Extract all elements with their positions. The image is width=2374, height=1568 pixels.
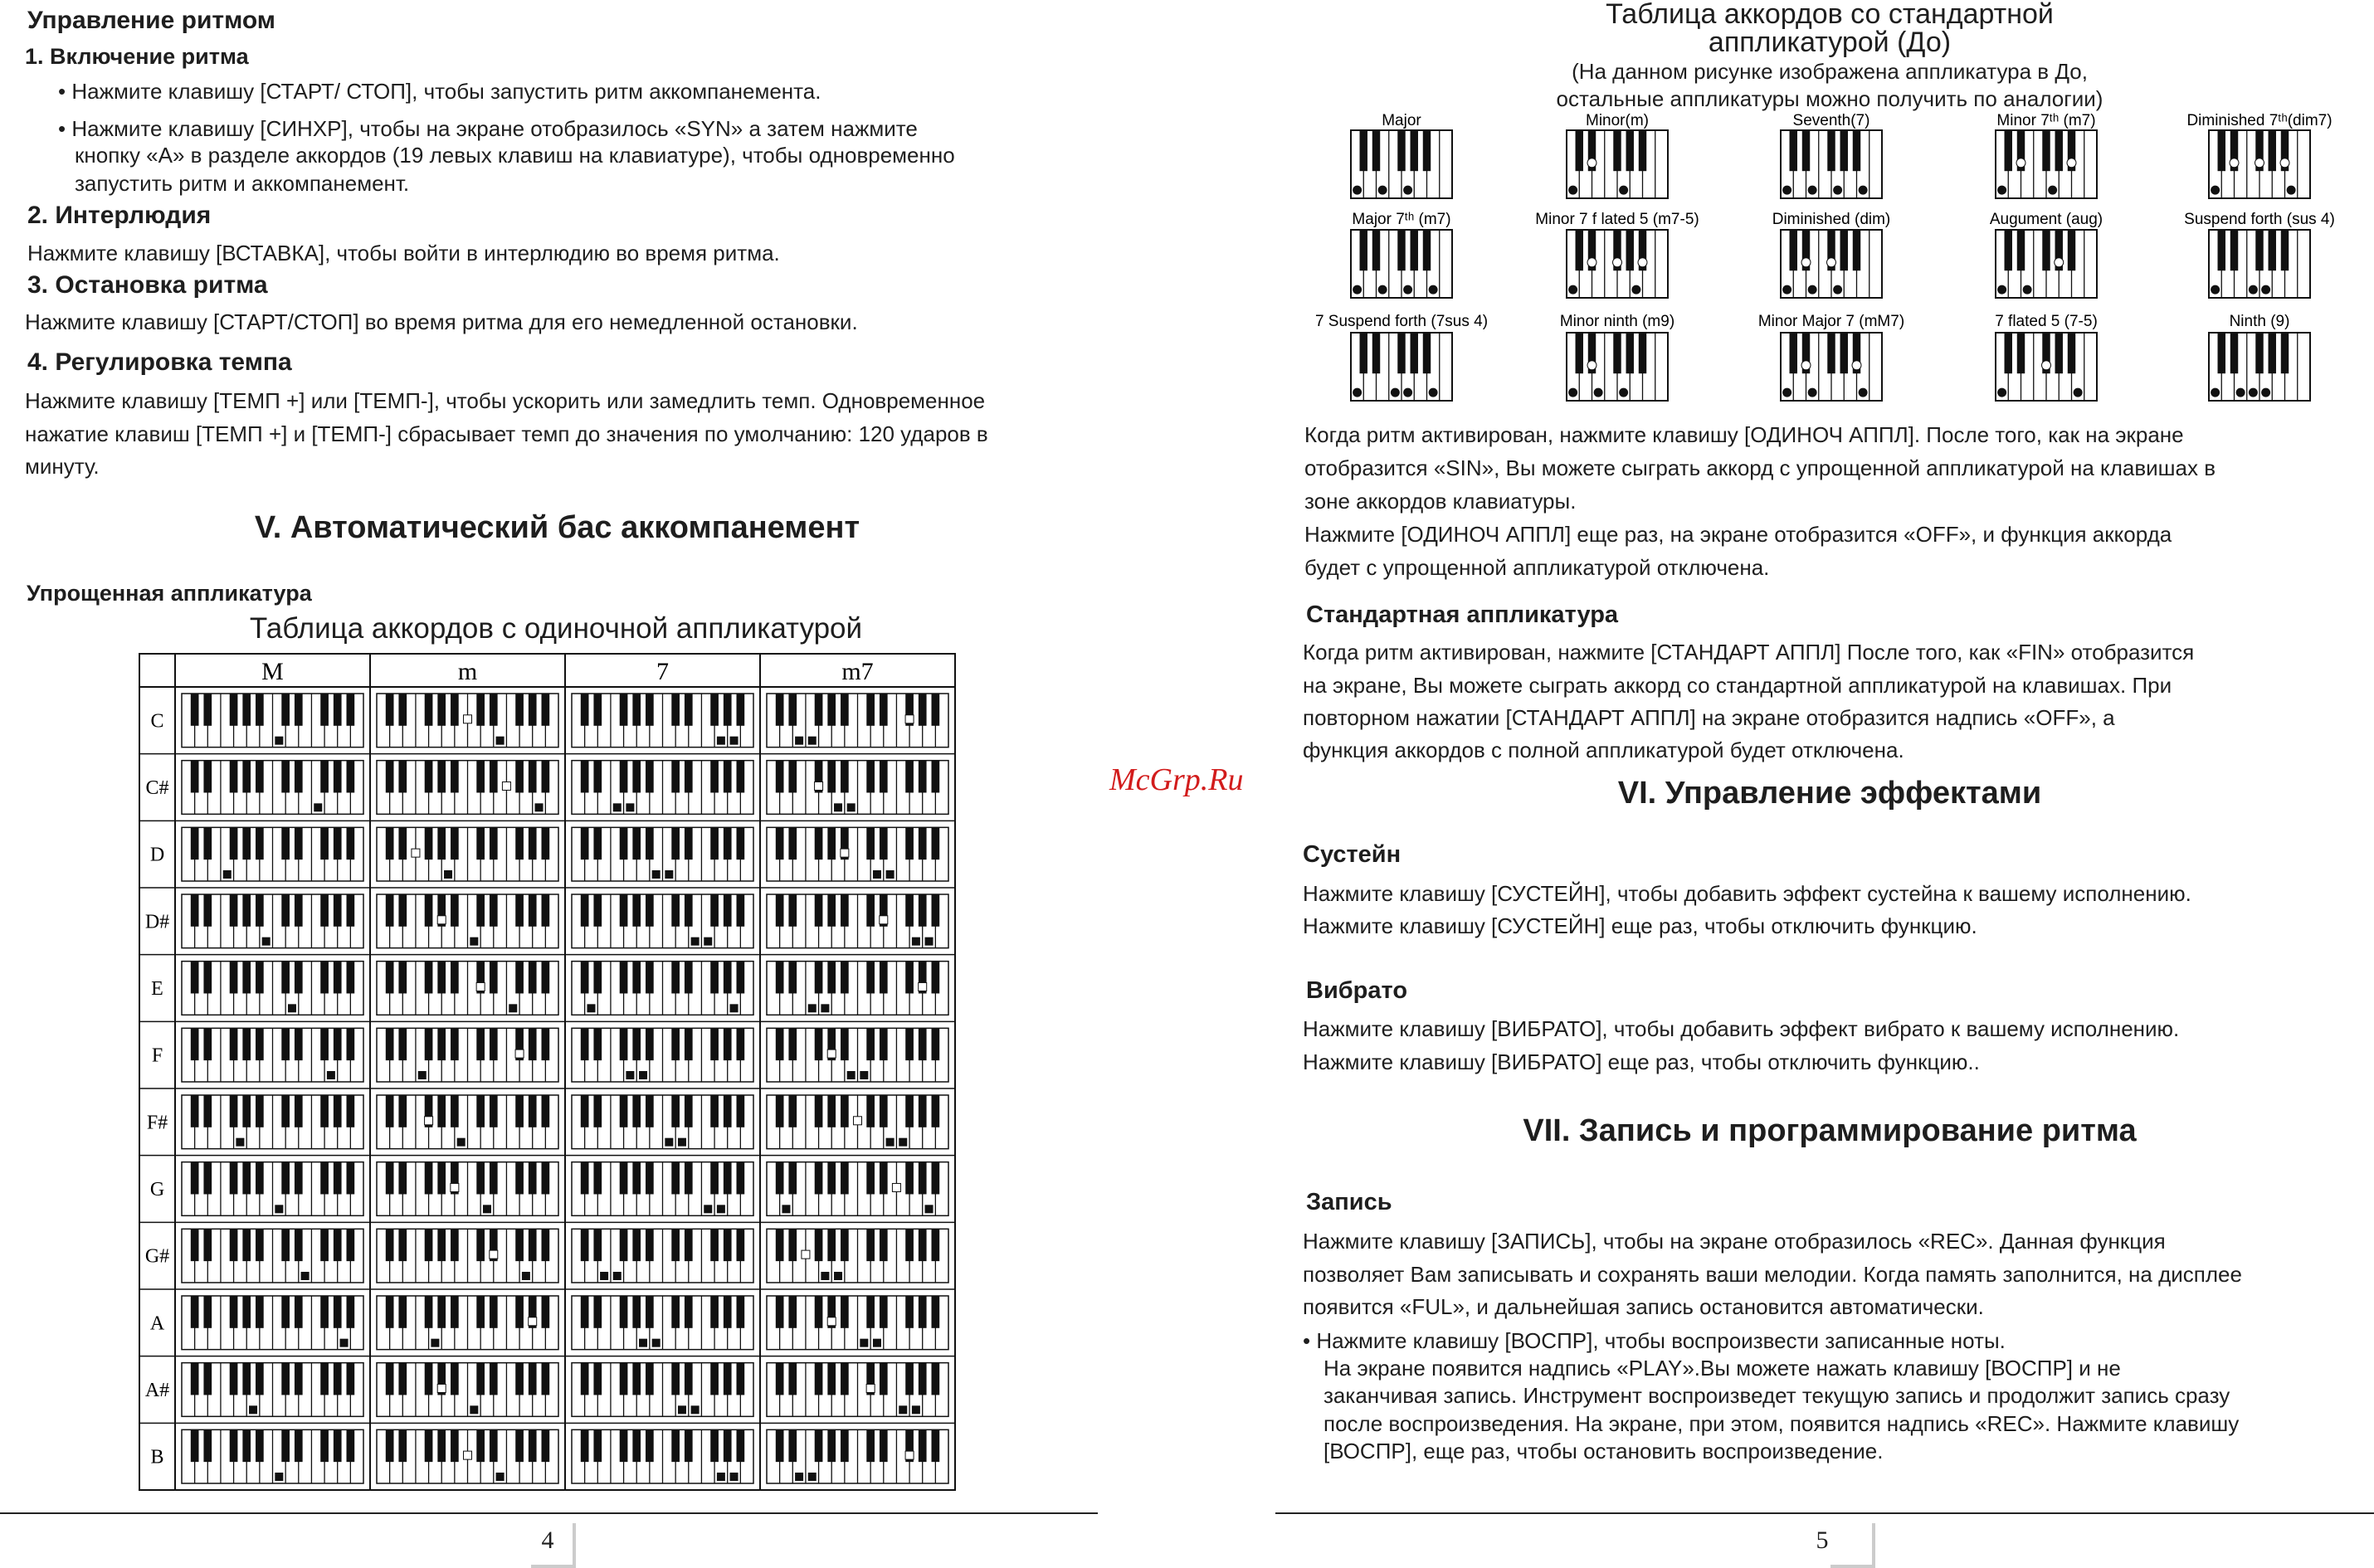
pressed-black-key-marker: [1587, 158, 1596, 168]
black-key: [2017, 230, 2025, 270]
pressed-white-key-marker: [1619, 186, 1628, 195]
black-key: [2255, 230, 2263, 270]
keyboard-diagram: [1351, 333, 1452, 401]
black-key: [1372, 333, 1380, 373]
paragraph-single-line5: будет с упрощенной аппликатурой отключена.: [1304, 555, 1770, 580]
paragraph-tempo-line2: нажатие клавиш [ТЕМП +] и [ТЕМП-] сбрасывает темп до значения по умолчанию: 120 ударов в: [25, 421, 988, 446]
paragraph-single-line4: Нажмите [ОДИНОЧ АППЛ] еще раз, на экране отобразится «OFF», и функция аккорда: [1304, 522, 2172, 547]
pressed-black-key-marker: [2230, 158, 2239, 168]
keyboard-diagram: [2209, 230, 2310, 298]
keyboard-diagram: [2209, 333, 2310, 401]
chord-type-label: Seventh(7): [1792, 112, 1870, 129]
black-key: [2281, 333, 2289, 373]
row-label-chord-root: G: [149, 1179, 165, 1200]
black-key: [2055, 333, 2063, 373]
pressed-white-key-marker: [1378, 285, 1387, 295]
paragraph-record-line3: появится «FUL», и дальнейшая запись остановится автоматически.: [1303, 1294, 1984, 1319]
black-key: [1790, 130, 1797, 171]
pressed-black-key-marker: [1613, 258, 1622, 267]
pressed-white-key-marker: [1782, 388, 1791, 397]
pressed-white-key-marker: [1808, 186, 1817, 195]
black-key: [1853, 230, 1860, 270]
pressed-white-key-marker: [1997, 285, 2006, 295]
bullet-text-sync-line2: кнопку «A» в разделе аккордов (19 левых клавиш на клавиатуре), чтобы одновременно: [75, 143, 955, 168]
pressed-white-key-marker: [2048, 186, 2057, 195]
row-label-chord-root: B: [150, 1446, 164, 1468]
black-key: [1613, 333, 1621, 373]
chord-type-label: Minor(m): [1586, 112, 1649, 129]
pressed-black-key-marker: [2255, 158, 2264, 168]
column-header-7: 7: [656, 658, 669, 685]
subsection-title-simplified: Упрощенная аппликатура: [27, 581, 312, 606]
black-key: [1840, 130, 1848, 171]
black-key: [1827, 130, 1835, 171]
keyboard-diagram: [1781, 130, 1882, 198]
chord-type-label: Ninth (9): [2229, 313, 2290, 330]
bullet-text: Нажмите клавишу [ВОСПР], чтобы воспроизвести записанные ноты.: [1316, 1328, 2006, 1353]
pressed-black-key-marker: [1852, 361, 1861, 370]
pressed-white-key-marker: [2023, 285, 2032, 295]
keyboard-diagram: [1351, 230, 1452, 298]
pressed-white-key-marker: [1833, 186, 1842, 195]
std-table-note-line2: остальные аппликатуры можно получить по аналогии): [1556, 86, 2103, 111]
black-key: [1639, 130, 1646, 171]
chord-type-label: Minor 7ᵗʰ (m7): [1996, 112, 2096, 129]
black-key: [2005, 230, 2012, 270]
black-key: [1790, 333, 1797, 373]
pressed-white-key-marker: [1429, 388, 1438, 397]
paragraph-interlude: Нажмите клавишу [ВСТАВКА], чтобы войти в интерлюдию во время ритма.: [27, 241, 780, 265]
black-key: [1360, 333, 1367, 373]
black-key: [1613, 130, 1621, 171]
bullet-play-line4: после воспроизведения. На экране, при этом, появится надпись «REC». Нажмите клавишу: [1323, 1411, 2240, 1436]
keyboard-diagram: [1351, 130, 1452, 198]
pressed-white-key-marker: [2236, 388, 2245, 397]
pressed-white-key-marker: [1619, 388, 1628, 397]
section-heading-record: VII. Запись и программирование ритма: [1523, 1113, 2137, 1148]
black-key: [1576, 230, 1583, 270]
black-key: [1853, 130, 1860, 171]
black-key: [1790, 230, 1797, 270]
black-key: [2068, 230, 2075, 270]
paragraph-single-line2: отобразится «SIN», Вы можете сыграть аккорд с упрощенной аппликатурой на клавишах в: [1304, 455, 2216, 480]
keyboard-diagram: [1567, 130, 1668, 198]
paragraph-vibrato-line2: Нажмите клавишу [ВИБРАТО] еще раз, чтобы отключить функцию..: [1303, 1049, 1980, 1074]
pressed-black-key-marker: [2042, 361, 2051, 370]
keyboard-diagram: [1996, 230, 2097, 298]
black-key: [1372, 230, 1380, 270]
pressed-black-key-marker: [1801, 361, 1811, 370]
keyboard-diagram: [1781, 230, 1882, 298]
column-header-m: M: [261, 658, 284, 685]
black-key: [1411, 333, 1418, 373]
black-key: [2017, 333, 2025, 373]
black-key: [2230, 333, 2238, 373]
black-key: [1411, 230, 1418, 270]
keyboard-diagram: [1996, 333, 2097, 401]
subsection-title-sustain: Сустейн: [1303, 841, 1401, 868]
pressed-white-key-marker: [1782, 186, 1791, 195]
paragraph-sustain-line1: Нажмите клавишу [СУСТЕЙН], чтобы добавить эффект сустейна к вашему исполнению.: [1303, 881, 2191, 906]
row-label-chord-root: C: [150, 710, 164, 733]
subsection-title-standard: Стандартная аппликатура: [1306, 601, 1619, 628]
pressed-white-key-marker: [1568, 285, 1577, 295]
pressed-black-key-marker: [1587, 258, 1596, 267]
row-label-chord-root: D#: [144, 911, 170, 933]
black-key: [1576, 130, 1583, 171]
black-key: [1411, 130, 1418, 171]
std-table-note-line1: (На данном рисунке изображена аппликатура в До,: [1572, 59, 2088, 84]
page-divider-right: [1275, 1512, 2374, 1514]
black-key: [1360, 230, 1367, 270]
chord-type-label: Augument (aug): [1989, 211, 2103, 228]
pressed-white-key-marker: [1353, 285, 1362, 295]
bullet-dot: •: [58, 79, 72, 104]
black-key: [1360, 130, 1367, 171]
pressed-white-key-marker: [1808, 388, 1817, 397]
bullet-dot: •: [58, 116, 72, 141]
black-key: [2255, 333, 2263, 373]
pressed-white-key-marker: [2287, 186, 2296, 195]
pressed-white-key-marker: [1353, 388, 1362, 397]
pressed-white-key-marker: [1859, 186, 1868, 195]
bullet-text-sync-line3: запустить ритм и аккомпанемент.: [75, 171, 410, 196]
black-key: [1423, 230, 1431, 270]
pressed-black-key-marker: [2055, 258, 2064, 267]
row-label-chord-root: F#: [146, 1112, 168, 1134]
keyboard-diagram: [1996, 130, 2097, 198]
paragraph-sustain-line2: Нажмите клавишу [СУСТЕЙН] еще раз, чтобы отключить функцию.: [1303, 913, 1977, 938]
pressed-white-key-marker: [2211, 388, 2220, 397]
pressed-white-key-marker: [2249, 285, 2258, 295]
paragraph-vibrato-line1: Нажмите клавишу [ВИБРАТО], чтобы добавить эффект вибрато к вашему исполнению.: [1303, 1016, 2180, 1041]
keyboard-diagram: [1567, 333, 1668, 401]
black-key: [2218, 333, 2225, 373]
pressed-white-key-marker: [1997, 388, 2006, 397]
subsection-title-tempo: 4. Регулировка темпа: [27, 348, 292, 376]
black-key: [1639, 333, 1646, 373]
bullet-play-line5: [ВОСПР], еще раз, чтобы остановить воспроизведение.: [1323, 1439, 1884, 1463]
row-label-chord-root: D: [149, 844, 165, 866]
pressed-white-key-marker: [1403, 388, 1412, 397]
black-key: [2269, 230, 2276, 270]
bullet-dot: •: [1303, 1328, 1317, 1353]
pressed-white-key-marker: [2261, 285, 2270, 295]
keyboard-diagram: [1567, 230, 1668, 298]
pressed-black-key-marker: [1587, 361, 1596, 370]
bullet-text: Нажмите клавишу [СИНХР], чтобы на экране отобразилось «SYN» а затем нажмите: [71, 116, 918, 141]
black-key: [2042, 230, 2050, 270]
pressed-white-key-marker: [1403, 186, 1412, 195]
black-key: [2005, 130, 2012, 171]
keyboard-diagram: [1781, 333, 1882, 401]
pressed-black-key-marker: [1827, 258, 1836, 267]
row-label-chord-root: A: [149, 1312, 165, 1335]
page-number-left: 4: [541, 1527, 554, 1554]
paragraph-record-line2: позволяет Вам записывать и сохранять ваши мелодии. Когда память заполнится, на дисплее: [1303, 1262, 2242, 1287]
black-key: [2055, 130, 2063, 171]
black-key: [1626, 230, 1634, 270]
chord-type-label: Suspend forth (sus 4): [2184, 211, 2335, 228]
pressed-white-key-marker: [1833, 285, 1842, 295]
subsection-title-vibrato: Вибрато: [1306, 977, 1408, 1004]
row-label-chord-root: C#: [145, 777, 169, 799]
black-key: [1397, 230, 1405, 270]
pressed-white-key-marker: [1594, 388, 1603, 397]
pressed-white-key-marker: [2261, 388, 2270, 397]
pressed-black-key-marker: [2280, 158, 2289, 168]
pressed-white-key-marker: [2211, 285, 2220, 295]
chord-type-label: Major 7ᵗʰ (m7): [1352, 211, 1451, 228]
chord-type-label: Minor ninth (m9): [1559, 313, 1675, 330]
paragraph-standard-line1: Когда ритм активирован, нажмите [СТАНДАРТ АППЛ] После того, как «FIN» отобразится: [1303, 640, 2195, 665]
black-key: [1397, 333, 1405, 373]
pressed-white-key-marker: [1859, 388, 1868, 397]
pressed-white-key-marker: [1997, 186, 2006, 195]
keyboard-diagram: [2209, 130, 2310, 198]
pressed-white-key-marker: [2074, 388, 2083, 397]
paragraph-single-line1: Когда ритм активирован, нажмите клавишу [ОДИНОЧ АППЛ]. После того, как на экране: [1304, 422, 2184, 447]
chord-type-label: 7 flated 5 (7-5): [1995, 313, 2098, 330]
black-key: [1827, 333, 1835, 373]
chord-type-label: Diminished 7ᵗʰ(dim7): [2186, 112, 2333, 129]
pressed-black-key-marker: [1638, 258, 1647, 267]
black-key: [1423, 130, 1431, 171]
black-key: [1626, 130, 1634, 171]
row-label-chord-root: A#: [144, 1380, 170, 1401]
chord-type-label: Minor Major 7 (mM7): [1757, 313, 1905, 330]
subsection-title-record: Запись: [1306, 1189, 1392, 1215]
pressed-white-key-marker: [2211, 186, 2220, 195]
black-key: [1423, 333, 1431, 373]
paragraph-standard-line3: повторном нажатии [СТАНДАРТ АППЛ] на экране отобразится надпись «OFF», а: [1303, 705, 2115, 730]
column-header-m7: m7: [841, 658, 874, 685]
pressed-white-key-marker: [1378, 186, 1387, 195]
bullet-play-line2: На экране появится надпись «PLAY».Вы можете нажать клавишу [ВОСПР] и не: [1323, 1356, 2121, 1381]
pressed-black-key-marker: [1801, 258, 1811, 267]
paragraph-rhythm-stop: Нажмите клавишу [СТАРТ/СТОП] во время ритма для его немедленной остановки.: [25, 309, 858, 334]
pressed-black-key-marker: [2067, 158, 2076, 168]
black-key: [1840, 230, 1848, 270]
subsection-title-rhythm-on: 1. Включение ритма: [25, 44, 249, 69]
page-number-right: 5: [1816, 1527, 1829, 1554]
single-chord-table-title: Таблица аккордов с одиночной аппликатурой: [249, 612, 863, 645]
pressed-white-key-marker: [1429, 285, 1438, 295]
pressed-white-key-marker: [1353, 186, 1362, 195]
pressed-white-key-marker: [1568, 186, 1577, 195]
section-heading-effects: VI. Управление эффектами: [1617, 776, 2042, 811]
pressed-white-key-marker: [1391, 388, 1400, 397]
row-label-chord-root: G#: [144, 1245, 170, 1268]
bullet-play-line3: заканчивая запись. Инструмент воспроизведет текущую запись и продолжит запись сразу: [1323, 1383, 2230, 1408]
black-key: [2218, 130, 2225, 171]
column-header-m: m: [457, 658, 478, 685]
paragraph-record-line1: Нажмите клавишу [ЗАПИСЬ], чтобы на экране отобразилось «REC». Данная функция: [1303, 1229, 2166, 1254]
black-key: [2281, 230, 2289, 270]
paragraph-single-line3: зоне аккордов клавиатуры.: [1304, 489, 1577, 514]
pressed-white-key-marker: [1403, 285, 1412, 295]
black-key: [1802, 130, 1810, 171]
row-label-chord-root: E: [151, 978, 163, 1000]
black-key: [2005, 333, 2012, 373]
black-key: [1372, 130, 1380, 171]
black-key: [1626, 333, 1634, 373]
pressed-white-key-marker: [1782, 285, 1791, 295]
row-label-chord-root: F: [151, 1045, 163, 1067]
black-key: [2269, 333, 2276, 373]
black-key: [2068, 333, 2075, 373]
paragraph-tempo-line3: минуту.: [25, 454, 100, 479]
black-key: [1397, 130, 1405, 171]
watermark-mcgrp: McGrp.Ru: [1109, 762, 1244, 797]
paragraph-tempo-line1: Нажмите клавишу [ТЕМП +] или [ТЕМП-], чтобы ускорить или замедлить темп. Одновременное: [25, 388, 986, 413]
std-table-title-line1: Таблица аккордов со стандартной: [1606, 0, 2054, 30]
chord-type-label: Major: [1382, 112, 1421, 129]
std-table-title-line2: аппликатурой (До): [1708, 27, 1952, 58]
pressed-white-key-marker: [1808, 285, 1817, 295]
subsection-title-rhythm-stop: 3. Остановка ритма: [27, 271, 268, 299]
section-heading-auto-bass: V. Автоматический бас аккомпанемент: [254, 510, 860, 545]
paragraph-standard-line2: на экране, Вы можете сыграть аккорд со стандартной аппликатурой на клавишах. При: [1303, 673, 2172, 698]
black-key: [2269, 130, 2276, 171]
paragraph-standard-line4: функция аккордов с полной аппликатурой будет отключена.: [1303, 738, 1904, 762]
black-key: [2218, 230, 2225, 270]
bullet-text: Нажмите клавишу [СТАРТ/ СТОП], чтобы запустить ритм аккомпанемента.: [71, 79, 821, 104]
chord-type-label: 7 Suspend forth (7sus 4): [1314, 313, 1489, 330]
pressed-white-key-marker: [2249, 388, 2258, 397]
pressed-white-key-marker: [1631, 285, 1640, 295]
black-key: [1576, 333, 1583, 373]
pressed-black-key-marker: [2016, 158, 2025, 168]
subsection-title-interlude: 2. Интерлюдия: [27, 202, 212, 229]
black-key: [2042, 130, 2050, 171]
section-title-rhythm-control: Управление ритмом: [27, 7, 276, 34]
chord-type-label: Diminished (dim): [1772, 211, 1891, 228]
black-key: [1840, 333, 1848, 373]
black-key: [2230, 230, 2238, 270]
pressed-white-key-marker: [1568, 388, 1577, 397]
chord-type-label: Minor 7 f lated 5 (m7-5): [1535, 211, 1699, 228]
